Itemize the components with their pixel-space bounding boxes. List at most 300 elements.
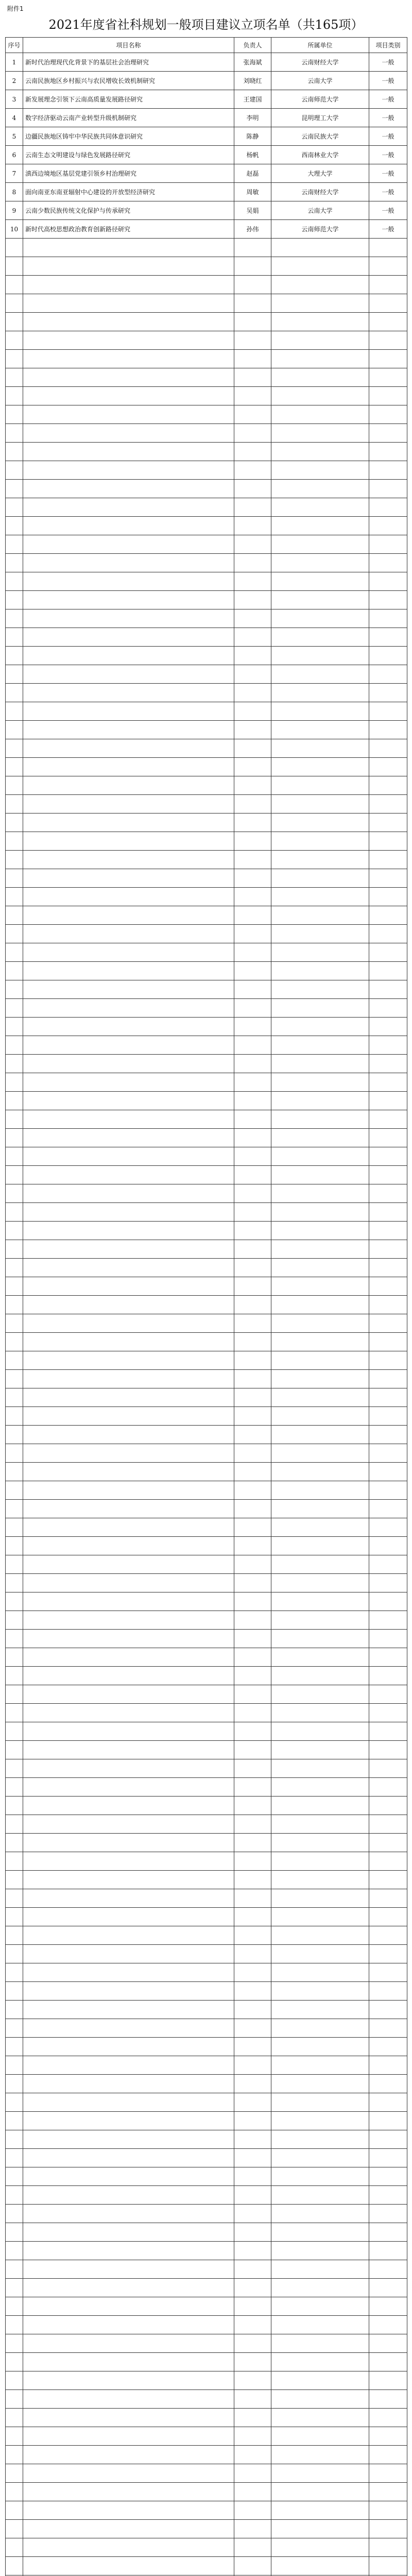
row-number xyxy=(6,1648,23,1667)
affiliated-unit xyxy=(271,2242,369,2260)
project-name xyxy=(23,2446,234,2464)
row-number xyxy=(6,1184,23,1203)
project-name xyxy=(23,498,234,517)
row-number xyxy=(6,1481,23,1500)
project-name xyxy=(23,647,234,665)
table-row xyxy=(6,609,407,628)
table-row xyxy=(6,1778,407,1797)
table-row xyxy=(6,1908,407,1926)
project-leader xyxy=(234,2130,271,2149)
project-name xyxy=(23,1704,234,1722)
row-number xyxy=(6,851,23,869)
project-name xyxy=(23,1259,234,1277)
affiliated-unit xyxy=(271,1871,369,1889)
project-leader xyxy=(234,1092,271,1110)
project-name xyxy=(23,1388,234,1407)
project-leader xyxy=(234,2353,271,2371)
project-name xyxy=(23,239,234,257)
project-leader xyxy=(234,925,271,943)
project-category xyxy=(369,758,407,776)
project-category xyxy=(369,609,407,628)
project-name xyxy=(23,1908,234,1926)
project-name xyxy=(23,2038,234,2056)
project-category xyxy=(369,1240,407,1259)
column-header-category: 项目类别 xyxy=(369,38,407,53)
affiliated-unit: 云南师范大学 xyxy=(271,90,369,109)
project-leader xyxy=(234,721,271,739)
project-leader xyxy=(234,739,271,758)
project-category xyxy=(369,517,407,535)
affiliated-unit: 云南财经大学 xyxy=(271,183,369,201)
row-number xyxy=(6,1277,23,1296)
row-number xyxy=(6,1147,23,1166)
project-category xyxy=(369,1889,407,1908)
table-row xyxy=(6,443,407,461)
project-name xyxy=(23,1166,234,1184)
project-name xyxy=(23,1184,234,1203)
project-name xyxy=(23,888,234,906)
table-row xyxy=(6,2520,407,2538)
table-row xyxy=(6,1852,407,1871)
project-leader xyxy=(234,1871,271,1889)
row-number xyxy=(6,257,23,276)
project-leader xyxy=(234,1500,271,1518)
project-leader: 陈静 xyxy=(234,127,271,146)
project-leader xyxy=(234,869,271,888)
row-number xyxy=(6,1351,23,1370)
row-number xyxy=(6,702,23,721)
project-name xyxy=(23,1852,234,1871)
project-category xyxy=(369,1500,407,1518)
table-row xyxy=(6,480,407,498)
project-name xyxy=(23,1463,234,1481)
table-row xyxy=(6,721,407,739)
project-name xyxy=(23,1110,234,1129)
project-name xyxy=(23,980,234,999)
project-leader xyxy=(234,962,271,980)
row-number xyxy=(6,980,23,999)
project-name xyxy=(23,1407,234,1426)
project-leader xyxy=(234,2464,271,2483)
affiliated-unit xyxy=(271,1147,369,1166)
affiliated-unit xyxy=(271,2464,369,2483)
affiliated-unit xyxy=(271,1092,369,1110)
project-name xyxy=(23,1871,234,1889)
table-row xyxy=(6,2390,407,2409)
project-leader xyxy=(234,999,271,1018)
project-name xyxy=(23,2538,234,2557)
row-number xyxy=(6,1426,23,1444)
project-category xyxy=(369,1351,407,1370)
project-leader xyxy=(234,480,271,498)
project-category xyxy=(369,2483,407,2501)
row-number xyxy=(6,350,23,368)
row-number xyxy=(6,2520,23,2538)
affiliated-unit xyxy=(271,443,369,461)
project-leader: 李明 xyxy=(234,109,271,127)
row-number xyxy=(6,424,23,443)
table-row xyxy=(6,2186,407,2205)
row-number xyxy=(6,2409,23,2427)
project-leader xyxy=(234,2112,271,2130)
affiliated-unit xyxy=(271,1945,369,1963)
project-leader xyxy=(234,1889,271,1908)
affiliated-unit xyxy=(271,1166,369,1184)
affiliated-unit xyxy=(271,2223,369,2242)
table-row xyxy=(6,1889,407,1908)
project-name xyxy=(23,2427,234,2446)
project-category: 一般 xyxy=(369,201,407,220)
affiliated-unit xyxy=(271,1426,369,1444)
project-leader xyxy=(234,239,271,257)
affiliated-unit xyxy=(271,591,369,609)
project-category xyxy=(369,498,407,517)
project-category xyxy=(369,1574,407,1592)
table-row xyxy=(6,1574,407,1592)
project-name xyxy=(23,1296,234,1314)
page-title: 2021年度省社科规划一般项目建议立项名单（共165项） xyxy=(48,18,364,32)
project-leader xyxy=(234,1778,271,1797)
project-leader xyxy=(234,2260,271,2279)
row-number xyxy=(6,1444,23,1463)
affiliated-unit xyxy=(271,1685,369,1704)
row-number xyxy=(6,1555,23,1574)
project-leader xyxy=(234,1834,271,1852)
table-row xyxy=(6,90,407,109)
affiliated-unit xyxy=(271,2205,369,2223)
row-number xyxy=(6,1500,23,1518)
project-leader: 赵磊 xyxy=(234,164,271,183)
row-number xyxy=(6,2446,23,2464)
table-row xyxy=(6,2149,407,2167)
affiliated-unit xyxy=(271,1463,369,1481)
project-name xyxy=(23,461,234,480)
project-category: 一般 xyxy=(369,164,407,183)
project-category xyxy=(369,405,407,424)
project-category xyxy=(369,2186,407,2205)
row-number xyxy=(6,1407,23,1426)
project-leader xyxy=(234,1314,271,1333)
table-row xyxy=(6,164,407,183)
project-name xyxy=(23,2297,234,2316)
affiliated-unit xyxy=(271,1259,369,1277)
project-name xyxy=(23,1518,234,1537)
table-row xyxy=(6,2260,407,2279)
table-row xyxy=(6,2538,407,2557)
project-leader xyxy=(234,2316,271,2334)
affiliated-unit xyxy=(271,814,369,832)
affiliated-unit xyxy=(271,239,369,257)
row-number xyxy=(6,2390,23,2409)
project-name xyxy=(23,739,234,758)
affiliated-unit xyxy=(271,1574,369,1592)
affiliated-unit xyxy=(271,517,369,535)
affiliated-unit xyxy=(271,1370,369,1388)
table-row xyxy=(6,1667,407,1685)
table-row xyxy=(6,1481,407,1500)
affiliated-unit xyxy=(271,1296,369,1314)
row-number xyxy=(6,1834,23,1852)
project-leader xyxy=(234,1370,271,1388)
project-category xyxy=(369,276,407,294)
table-row xyxy=(6,257,407,276)
table-row xyxy=(6,350,407,368)
project-name xyxy=(23,2371,234,2390)
affiliated-unit xyxy=(271,1611,369,1630)
project-category xyxy=(369,1259,407,1277)
column-header-project-name: 项目名称 xyxy=(23,38,234,53)
project-name xyxy=(23,2001,234,2019)
affiliated-unit xyxy=(271,405,369,424)
table-row xyxy=(6,1463,407,1481)
affiliated-unit xyxy=(271,1852,369,1871)
project-category xyxy=(369,2501,407,2520)
project-category xyxy=(369,350,407,368)
row-number xyxy=(6,1852,23,1871)
project-name xyxy=(23,1203,234,1222)
project-category xyxy=(369,2038,407,2056)
affiliated-unit xyxy=(271,313,369,331)
row-number xyxy=(6,739,23,758)
project-name xyxy=(23,1685,234,1704)
row-number xyxy=(6,480,23,498)
project-leader xyxy=(234,1630,271,1648)
affiliated-unit xyxy=(271,1277,369,1296)
affiliated-unit xyxy=(271,554,369,572)
table-row xyxy=(6,1871,407,1889)
row-number xyxy=(6,758,23,776)
affiliated-unit xyxy=(271,1018,369,1036)
project-name xyxy=(23,572,234,591)
table-row xyxy=(6,758,407,776)
table-row xyxy=(6,906,407,925)
project-leader xyxy=(234,368,271,387)
project-category xyxy=(369,647,407,665)
table-row xyxy=(6,276,407,294)
affiliated-unit xyxy=(271,1407,369,1426)
affiliated-unit xyxy=(271,1592,369,1611)
project-leader xyxy=(234,387,271,405)
project-leader xyxy=(234,1685,271,1704)
affiliated-unit xyxy=(271,2538,369,2557)
column-header-number: 序号 xyxy=(6,38,23,53)
table-row xyxy=(6,1110,407,1129)
row-number xyxy=(6,1518,23,1537)
affiliated-unit xyxy=(271,888,369,906)
table-row xyxy=(6,1036,407,1055)
affiliated-unit xyxy=(271,665,369,684)
table-row xyxy=(6,461,407,480)
affiliated-unit xyxy=(271,1667,369,1685)
table-row xyxy=(6,2279,407,2297)
project-name xyxy=(23,1834,234,1852)
project-category xyxy=(369,1834,407,1852)
project-name xyxy=(23,2557,234,2575)
row-number xyxy=(6,2112,23,2130)
table-row xyxy=(6,1147,407,1166)
project-name xyxy=(23,2075,234,2093)
table-row xyxy=(6,1500,407,1518)
project-leader xyxy=(234,2334,271,2353)
project-leader xyxy=(234,2242,271,2260)
table-row xyxy=(6,1351,407,1370)
affiliated-unit: 云南民族大学 xyxy=(271,127,369,146)
project-name xyxy=(23,294,234,313)
row-number xyxy=(6,443,23,461)
table-row xyxy=(6,2483,407,2501)
row-number: 7 xyxy=(6,164,23,183)
project-category xyxy=(369,1073,407,1092)
affiliated-unit xyxy=(271,2501,369,2520)
table-row xyxy=(6,1277,407,1296)
table-row xyxy=(6,2001,407,2019)
affiliated-unit xyxy=(271,869,369,888)
affiliated-unit xyxy=(271,294,369,313)
row-number: 5 xyxy=(6,127,23,146)
project-category xyxy=(369,2223,407,2242)
project-name xyxy=(23,2223,234,2242)
project-leader xyxy=(234,257,271,276)
project-name xyxy=(23,368,234,387)
table-row xyxy=(6,2167,407,2186)
project-leader xyxy=(234,2223,271,2242)
row-number xyxy=(6,1370,23,1388)
project-category: 一般 xyxy=(369,72,407,90)
project-name xyxy=(23,869,234,888)
affiliated-unit xyxy=(271,832,369,851)
project-category xyxy=(369,1407,407,1426)
affiliated-unit xyxy=(271,739,369,758)
affiliated-unit xyxy=(271,257,369,276)
project-category xyxy=(369,1166,407,1184)
affiliated-unit xyxy=(271,2038,369,2056)
row-number xyxy=(6,1166,23,1184)
row-number xyxy=(6,2279,23,2297)
row-number xyxy=(6,2316,23,2334)
table-row xyxy=(6,2019,407,2038)
table-row xyxy=(6,1407,407,1426)
project-leader xyxy=(234,1741,271,1759)
row-number xyxy=(6,814,23,832)
project-name xyxy=(23,1945,234,1963)
project-category xyxy=(369,776,407,795)
table-row xyxy=(6,405,407,424)
row-number xyxy=(6,2056,23,2075)
table-row xyxy=(6,1685,407,1704)
project-leader xyxy=(234,1388,271,1407)
project-name xyxy=(23,2019,234,2038)
row-number xyxy=(6,1574,23,1592)
project-category xyxy=(369,1055,407,1073)
project-category xyxy=(369,1018,407,1036)
project-name xyxy=(23,2093,234,2112)
row-number xyxy=(6,2186,23,2205)
project-leader xyxy=(234,1407,271,1426)
row-number xyxy=(6,294,23,313)
project-category xyxy=(369,1555,407,1574)
project-leader xyxy=(234,2093,271,2112)
project-category xyxy=(369,2538,407,2557)
project-leader xyxy=(234,2501,271,2520)
project-category xyxy=(369,2297,407,2316)
table-row xyxy=(6,1259,407,1277)
project-leader xyxy=(234,517,271,535)
project-name xyxy=(23,1092,234,1110)
affiliated-unit xyxy=(271,1444,369,1463)
row-number xyxy=(6,1778,23,1797)
affiliated-unit xyxy=(271,1982,369,2001)
affiliated-unit xyxy=(271,721,369,739)
project-leader xyxy=(234,1222,271,1240)
affiliated-unit xyxy=(271,424,369,443)
table-row xyxy=(6,2242,407,2260)
row-number xyxy=(6,1630,23,1648)
table-row xyxy=(6,1092,407,1110)
project-leader xyxy=(234,2427,271,2446)
affiliated-unit xyxy=(271,628,369,647)
project-category xyxy=(369,2205,407,2223)
project-leader xyxy=(234,647,271,665)
project-leader xyxy=(234,2520,271,2538)
project-name xyxy=(23,2167,234,2186)
table-row xyxy=(6,183,407,201)
project-name xyxy=(23,2390,234,2409)
table-row xyxy=(6,1018,407,1036)
affiliated-unit xyxy=(271,795,369,814)
project-leader xyxy=(234,1296,271,1314)
project-category xyxy=(369,572,407,591)
project-category xyxy=(369,943,407,962)
project-category xyxy=(369,851,407,869)
project-name xyxy=(23,443,234,461)
project-category xyxy=(369,1036,407,1055)
project-name xyxy=(23,405,234,424)
affiliated-unit xyxy=(271,1351,369,1370)
project-leader xyxy=(234,1592,271,1611)
affiliated-unit xyxy=(271,572,369,591)
project-category xyxy=(369,1667,407,1685)
table-row xyxy=(6,888,407,906)
affiliated-unit xyxy=(271,1963,369,1982)
project-category xyxy=(369,832,407,851)
project-name xyxy=(23,1741,234,1759)
row-number xyxy=(6,498,23,517)
project-name xyxy=(23,609,234,628)
project-name xyxy=(23,331,234,350)
table-row xyxy=(6,1945,407,1963)
affiliated-unit xyxy=(271,1222,369,1240)
project-name xyxy=(23,1129,234,1147)
table-row xyxy=(6,943,407,962)
project-leader xyxy=(234,2371,271,2390)
project-name xyxy=(23,1370,234,1388)
project-name xyxy=(23,665,234,684)
project-category xyxy=(369,1147,407,1166)
project-leader xyxy=(234,832,271,851)
project-name xyxy=(23,832,234,851)
project-category xyxy=(369,313,407,331)
row-number xyxy=(6,1333,23,1351)
project-name xyxy=(23,2112,234,2130)
project-leader: 张海斌 xyxy=(234,53,271,72)
project-leader xyxy=(234,1574,271,1592)
project-category xyxy=(369,2279,407,2297)
row-number xyxy=(6,2557,23,2575)
project-category xyxy=(369,1333,407,1351)
project-leader xyxy=(234,1518,271,1537)
project-leader xyxy=(234,1055,271,1073)
affiliated-unit xyxy=(271,925,369,943)
